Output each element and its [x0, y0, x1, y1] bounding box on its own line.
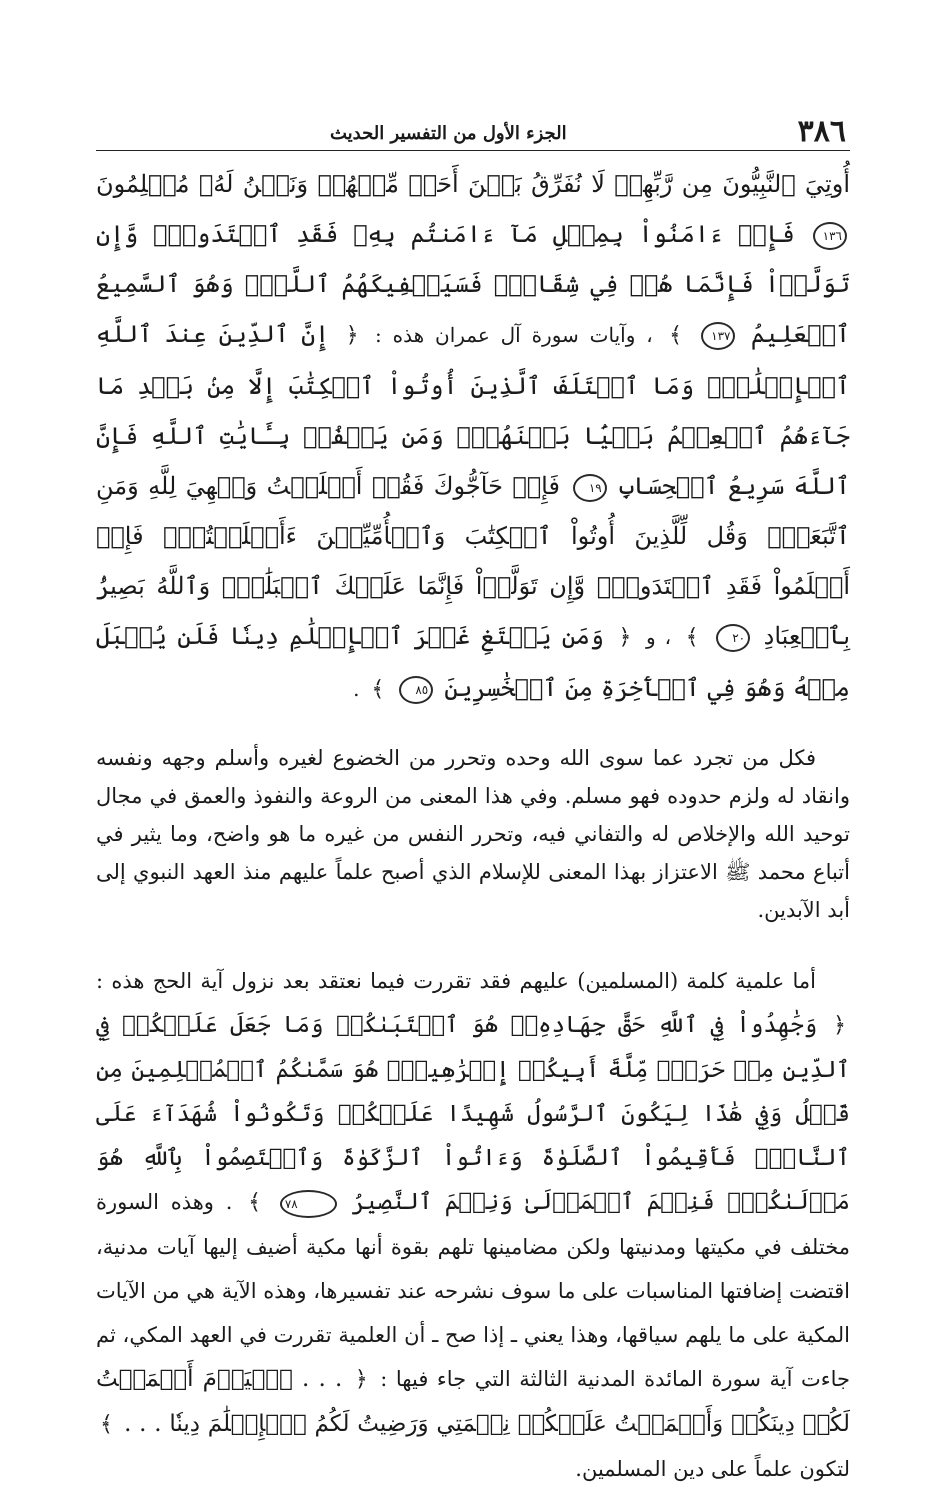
- page-header: [96, 110, 850, 151]
- book-page: [96, 110, 850, 1491]
- period: .: [353, 677, 360, 701]
- commentary-paragraph-2: [96, 959, 850, 1491]
- paragraph-closing: لتكون علماً على دين المسلمين.: [575, 1457, 850, 1481]
- opening-bracket: ﴿: [833, 1013, 846, 1038]
- closing-bracket: ﴾: [685, 625, 699, 650]
- verse-text: إِنَّ ٱلدِّينَ عِندَ ٱللَّهِ ٱلۡإِسۡلَٰمُۗ وَمَا ٱخۡتَلَفَ ٱلَّذِينَ أُوتُواْ ٱلۡكِتَٰبَ إِلَّا مِنۢ بَعۡدِ مَا جَآءَهُمُ ٱلۡعِلۡمُ بَغۡيَۢا بَيۡنَهُمۡۗ وَمَن يَكۡفُرۡ بِـَٔايَٰتِ ٱللَّهِ فَإِنَّ ٱللَّهَ سَرِيعُ ٱلۡحِسَابِ: [96, 320, 850, 500]
- closing-bracket: ﴾: [100, 1412, 113, 1437]
- verse-text: وَجَٰهِدُواْ فِي ٱللَّهِ حَقَّ جِهَادِهِۦۚ هُوَ ٱجۡتَبَىٰكُمۡ وَمَا جَعَلَ عَلَيۡكُمۡ فِي ٱلدِّينِ مِنۡ حَرَجٖۚ مِّلَّةَ أَبِيكُمۡ إِبۡرَٰهِيمَۚ هُوَ سَمَّىٰكُمُ ٱلۡمُسۡلِمِينَ مِن قَبۡلُ وَفِي هَٰذَا لِيَكُونَ ٱلرَّسُولُ شَهِيدًا عَلَيۡكُمۡ وَتَكُونُواْ شُهَدَآءَ عَلَى ٱلنَّاسِۚ فَأَقِيمُواْ ٱلصَّلَوٰةَ وَءَاتُواْ ٱلزَّكَوٰةَ وَٱعۡتَصِمُواْ بِٱللَّهِ هُوَ مَوۡلَىٰكُمۡۖ فَنِعۡمَ ٱلۡمَوۡلَىٰ وَنِعۡمَ ٱلنَّصِيرُ: [96, 1012, 850, 1215]
- opening-bracket: ﴿: [354, 1367, 368, 1392]
- opening-bracket: ﴿: [618, 625, 632, 650]
- running-head: الجزء الأول من التفسير الحديث: [330, 123, 567, 144]
- connector-text: ، وآيات سورة آل عمران هذه :: [375, 323, 653, 347]
- closing-bracket: ﴾: [669, 323, 683, 348]
- commentary-paragraph-1: فكل من تجرد عما سوى الله وحده وتحرر من الخضوع لغيره وأسلم وجهه ونفسه وانقاد له ولزم حدوده فهو مسلم. وفي هذا المعنى من الروعة والنفوذ والعمق في مجال توحيد الله والإخلاص له والتفاني فيه، وتحرر النفس من غيره ما هو واضح، وما يثير في أتباع محمد ﷺ الاعتزاز بهذا المعنى للإسلام الذي أصبح علماً عليهم منذ العهد النبوي إلى أبد الآبدين.: [96, 746, 850, 922]
- ayah-number-marker: ١٣٧: [701, 322, 735, 350]
- connector-text: ، و: [645, 625, 672, 649]
- ayah-number-marker: ٢٠: [716, 624, 750, 652]
- ayah-number-marker: ٧٨: [280, 1190, 337, 1218]
- verse-text: فَإِنۡ حَآجُّوكَ فَقُلۡ أَسۡلَمۡتُ وَجۡهِيَ لِلَّهِ وَمَنِ ٱتَّبَعَنِۗ وَقُل لِّلَّذِينَ أُوتُواْ ٱلۡكِتَٰبَ وَٱلۡأُمِّيِّـۧنَ ءَأَسۡلَمۡتُمۡۚ فَإِنۡ أَسۡلَمُواْ فَقَدِ ٱهۡتَدَواْۖ وَّإِن تَوَلَّوۡاْ فَإِنَّمَا عَلَيۡكَ ٱلۡبَلَٰغُۗ وَٱللَّهُ بَصِيرُۢ بِٱلۡعِبَادِ: [96, 472, 851, 650]
- paragraph-intro: أما علمية كلمة (المسلمين) عليهم فقد تقررت فيما نعتقد بعد نزول آية الحج هذه :: [96, 969, 816, 993]
- ayah-number-marker: ١٩: [573, 474, 607, 502]
- paragraph-middle: . وهذه السورة مختلف في مكيتها ومدنيتها ولكن مضامينها تلهم بقوة أنها مكية أضيف إليها آيات مدنية، اقتضت إضافتها المناسبات على ما سوف نشرحه عند تفسيرها، وهذه الآية هي من الآيات المكية على ما يلهم سياقها، وهذا يعني ـ إذا صح ـ أن العلمية تقررت في العهد المكي، ثم جاءت آية سورة المائدة المدنية الثالثة التي جاء فيها :: [96, 1190, 850, 1391]
- closing-bracket: ﴾: [371, 677, 385, 702]
- verse-text: أُوتِيَ ٱلنَّبِيُّونَ مِن رَّبِّهِمۡ لَا نُفَرِّقُ بَيۡنَ أَحَدٖ مِّنۡهُمۡ وَنَحۡنُ لَهُۥ مُسۡلِمُونَ: [96, 170, 850, 198]
- closing-bracket: ﴾: [248, 1190, 262, 1215]
- ayah-number-marker: ٨٥: [399, 676, 433, 704]
- verse-text: . . . ٱلۡيَوۡمَ أَكۡمَلۡتُ لَكُمۡ دِينَكُمۡ وَأَتۡمَمۡتُ عَلَيۡكُمۡ نِعۡمَتِي وَرَضِيتُ لَكُمُ ٱلۡإِسۡلَٰمَ دِينٗا . . .: [96, 1366, 850, 1437]
- opening-bracket: ﴿: [345, 323, 359, 348]
- verse-text: فَإِنۡ ءَامَنُواْ بِمِثۡلِ مَآ ءَامَنتُم بِهِۦ فَقَدِ ٱهۡتَدَواْۖ وَّإِن تَوَلَّوۡاْ فَإِنَّمَا هُمۡ فِي شِقَاقٖۖ فَسَيَكۡفِيكَهُمُ ٱللَّهُۚ وَهُوَ ٱلسَّمِيعُ ٱلۡعَلِيمُ: [96, 220, 851, 348]
- ayah-number-marker: ١٣٦: [813, 222, 847, 250]
- page-number: ٣٨٦: [797, 114, 846, 149]
- verse-text: وَمَن يَبۡتَغِ غَيۡرَ ٱلۡإِسۡلَٰمِ دِينٗا فَلَن يُقۡبَلَ مِنۡهُ وَهُوَ فِي ٱلۡأٓخِرَةِ مِنَ ٱلۡخَٰسِرِينَ: [96, 622, 850, 702]
- quran-verse-block: [96, 159, 850, 715]
